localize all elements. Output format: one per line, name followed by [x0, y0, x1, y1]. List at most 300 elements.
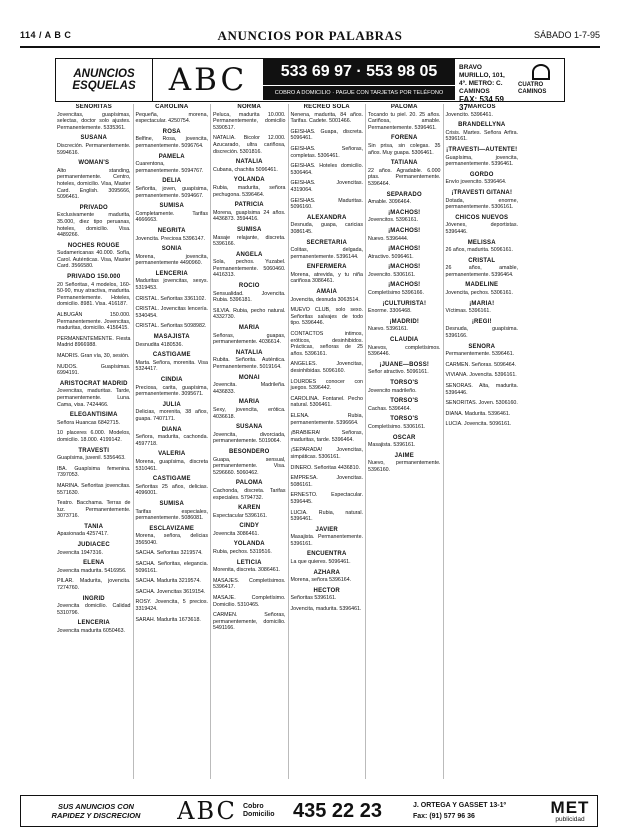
ad-text: Jovencitas, maduritas. Tarde, permanentemente. Luna. Cama, visa. 7424466. [57, 388, 131, 408]
classified-ad [446, 400, 519, 407]
ad-text: Delicias, morenita, 38 años, guapa. 7407171. [135, 409, 208, 422]
ad-heading: ENCUENTRA [307, 551, 347, 558]
classified-ad [291, 465, 364, 472]
ad-text: Señoritas 5396161. [290, 595, 337, 602]
ad-heading: DIANA [161, 426, 182, 433]
classified-ad [213, 375, 286, 396]
classified-ad [291, 475, 364, 488]
ad-heading: OSCAR [392, 434, 416, 441]
footer-address-block [413, 800, 543, 822]
ad-text: MARINA. Señoritas jovencitas. 5571630. [57, 482, 131, 496]
classified-ad [136, 104, 209, 125]
ad-heading: WOMAN'S [78, 160, 110, 167]
classified-ad [57, 596, 131, 617]
ad-text: Jovencita, madurita. 5396461. [290, 606, 362, 613]
ad-heading: SECRETARIA [306, 239, 348, 246]
ad-text: Envío jovencito. 5396464. [445, 179, 507, 186]
ad-heading: ARISTOCRAT MADRID [59, 380, 128, 387]
ad-text: Crisis. Martes. Señora Arfira. 5396161. [445, 129, 518, 143]
ad-heading: BRANDELLYNA [458, 122, 506, 129]
classified-ad [136, 526, 209, 547]
classified-ad [213, 350, 286, 371]
footer-address: J. ORTEGA Y GASSET 13-1º [413, 802, 507, 809]
classified-ad [291, 492, 364, 505]
classified-ad [213, 505, 286, 519]
ad-text: Dotada, enorme, permanentemente. 5306161. [445, 197, 518, 211]
ad-text: SENORITAS. Joven. 5306160. [445, 400, 518, 407]
classified-ad [57, 578, 131, 591]
classified-column [133, 104, 211, 779]
ad-heading: ROCIO [238, 283, 260, 290]
ad-text: Jovencita. Madrileña. 4436833. [213, 382, 286, 395]
ad-text: Cubana, chachita 5096461. [213, 166, 278, 173]
ad-text: Señorita, joven, guapísima, permanentemente. 5094667. [135, 185, 208, 199]
ad-text: ANGELES. Jovencitas, desinhibidas. 5096160. [290, 361, 363, 374]
ad-heading: AZHARA [313, 569, 341, 576]
classified-ad [446, 383, 519, 396]
footer-fax: Fax: (91) 577 96 36 [413, 813, 475, 820]
classified-ad [446, 215, 519, 236]
ad-heading: YOLANDA [233, 177, 265, 184]
ad-text: SENORAS. Alta, madurita. 5396446. [445, 383, 518, 396]
ad-heading: ¡MACHOS! [388, 246, 421, 253]
ad-heading: INGRID [82, 595, 105, 602]
ad-text: Rubia, madurita, señora pechugona. 5396464. [213, 184, 286, 198]
ad-text: Exclusivamente madurita, 35.000, diez tipo peruanas, hoteles, domicilio. Visa. 4489266. [57, 212, 131, 239]
ad-text: Desnudita 4180536. [135, 341, 183, 348]
ad-heading: ¡MACHOS! [388, 282, 421, 289]
page-title: ANUNCIOS POR PALABRAS [217, 28, 403, 43]
ad-text: Jovencita 1947316. [57, 549, 103, 556]
ad-heading: TORSO'S [390, 398, 419, 405]
ad-heading: GORDO [469, 171, 494, 178]
classified-ad [368, 160, 441, 187]
classified-ad [57, 430, 131, 443]
ad-text: Tarifas especiales, permanentemente. 5086081. [135, 508, 208, 522]
ad-text: Jovencito. 5396461. [445, 111, 493, 118]
ad-text: Apasionada 4257417. [57, 531, 109, 538]
ad-text: Masajista. 5396161. [368, 442, 416, 449]
ad-text: Permanentemente. 5396461. [445, 351, 515, 358]
ad-heading: ENFERMERA [306, 264, 347, 271]
classified-ad [291, 264, 364, 285]
footer-cobro [243, 803, 293, 819]
ad-text: Enorme. 3306468. [368, 308, 412, 315]
ad-heading: ELENA [83, 560, 105, 567]
ad-heading: CLAUDIA [390, 337, 419, 344]
classified-ad [291, 331, 364, 357]
classified-ad [368, 380, 441, 394]
classified-ad [136, 501, 209, 522]
ad-heading: CASTIGAME [152, 476, 191, 483]
ad-text: La que quieres. 5096461. [290, 559, 351, 566]
ad-heading: SEÑORITAS [75, 104, 112, 110]
ad-heading: CRISTAL [468, 257, 496, 264]
classified-ad [57, 312, 131, 332]
ad-heading: CHICOS NUEVOS [455, 214, 509, 221]
classified-ad [57, 135, 131, 156]
ad-text: Alto standing, permanentemente. Centro, hoteles, domicilio. Visa, Master Card. English. 3095666, 5096461. [57, 167, 131, 201]
classified-ad [446, 122, 519, 143]
ad-heading: CASTIGAME [152, 352, 191, 359]
classified-ad [291, 146, 364, 159]
ad-heading: NEGRITA [157, 227, 186, 234]
ad-heading: VALERIA [158, 451, 186, 458]
classified-ad [213, 104, 286, 131]
banner-brand [518, 59, 564, 101]
ad-text: Señoras, guapas, permanentemente. 4036614. [213, 332, 286, 346]
banner-phone-numbers: 533 69 97 · 553 98 05 [263, 59, 455, 85]
ad-text: GEISHAS. Jovencitas. 4319064. [290, 180, 363, 193]
footer-slogan [21, 802, 171, 820]
ad-heading: ¡MADRID! [389, 318, 420, 325]
ad-heading: SUSANA [80, 135, 108, 142]
classified-ad [136, 306, 209, 319]
ad-text: CARMEN. Señoras, permanentemente, domicilio. 5491166. [213, 612, 286, 632]
classified-ad [136, 561, 209, 574]
ad-heading: ¡JUANE—BOSS! [379, 361, 430, 368]
ad-text: Rubia, pechos. 5319516. [213, 549, 272, 556]
ad-text: MASAJE. Completísimo. Domicilio. 5310465. [213, 595, 286, 608]
ad-heading: LENCERIA [77, 620, 110, 627]
ad-text: CAROLINA. Fontanel. Pecho natural. 5306461. [290, 395, 363, 409]
classified-ad [291, 510, 364, 523]
ad-text: GEISHAS. Guapa, discreta. 5096461. [290, 128, 363, 142]
classified-column [443, 104, 521, 779]
classified-ad [213, 227, 286, 248]
ad-text: ERNESTO. Espectacular. 5396445. [290, 492, 363, 505]
ad-heading: LETICIA [236, 559, 262, 566]
ad-text: Nuevo, permanentemente. 5396160. [368, 460, 441, 473]
classified-ad [291, 379, 364, 392]
classified-ad [136, 203, 209, 224]
classified-ad [291, 129, 364, 142]
ad-heading: ¡TRAVESTI GITANA! [451, 189, 513, 196]
ad-heading: FORENA [390, 135, 418, 142]
ad-text: DINERO. Señoritas 4436810. [290, 464, 360, 471]
classified-ad [368, 282, 441, 296]
classified-ad [291, 240, 364, 261]
classified-ad [368, 416, 441, 430]
classified-ad [368, 228, 441, 242]
classified-ad [446, 362, 519, 369]
ad-text: Morena, guapísima, discreta 5310461. [135, 458, 208, 472]
ad-text: Víctimas. 5396161. [445, 308, 491, 315]
classified-ad [291, 307, 364, 327]
classified-ad [136, 377, 209, 398]
ad-text: MASAJES. Completísimos. 5396417. [213, 577, 286, 591]
classified-ad [136, 550, 209, 557]
classified-column [210, 104, 288, 779]
classified-ad [57, 500, 131, 520]
met-logo-text: MET [550, 798, 590, 817]
ad-text: Jovencita madurita 6050463. [57, 628, 126, 634]
ad-text: Señoritas 25 años, delicias. 4096001. [135, 483, 208, 497]
classified-ad [291, 551, 364, 565]
classified-ad [57, 560, 131, 574]
ad-text: Desnuda, guapísima. 5396166. [445, 326, 518, 340]
classified-ad [136, 476, 209, 497]
ad-heading: TRAVESTI [78, 447, 110, 454]
classified-ad [213, 560, 286, 574]
ad-text: Jovencita. Preciosa 5396147. [135, 235, 205, 242]
ad-text: Peluca, madurita 10.000. Permanentemente, domicilio 5390517. [213, 111, 286, 131]
banner-title-line2: ESQUELAS [72, 80, 136, 92]
ad-text: Nenena, madurita, 84 años. Tarifas. Cadete. 5001466. [290, 111, 363, 125]
classified-ad [136, 178, 209, 199]
ad-text: Jovencito madrileño. [368, 387, 417, 394]
classified-ad [57, 448, 131, 462]
ad-text: GEISHAS. Maduritas. 5096160. [290, 197, 363, 211]
ad-text: SACHA. Madurita 3219574. [135, 578, 201, 585]
classified-ad [213, 612, 286, 632]
classified-ad [57, 412, 131, 426]
classified-ad [213, 424, 286, 445]
ad-text: Jovencita domicilio. Calidad 5310796. [57, 603, 131, 616]
classified-ad [291, 180, 364, 193]
classified-ad [368, 301, 441, 315]
classified-ad [57, 274, 131, 308]
ad-text: Sin prisa, sin colegas. 35 años. Muy guapa. 5306461. [368, 142, 441, 156]
ad-text: Señor atractivo. 5096161. [368, 369, 429, 376]
ad-text: IBA. Guapísima femenina. 7397053. [57, 465, 131, 479]
ad-heading: ALEXANDRA [307, 214, 347, 221]
ad-heading: ¡CULTURISTA! [382, 300, 427, 307]
footer-slogan-line2: RAPIDEZ Y DISCRECION [51, 811, 141, 820]
classified-ad [136, 154, 209, 175]
classified-ad [213, 480, 286, 501]
classified-ad [291, 396, 364, 409]
ad-text: Jovencita, divorciada, permanentemente. 5019064. [213, 431, 286, 445]
ad-text: Morena, señora 5396164. [290, 577, 352, 584]
classified-ad [291, 527, 364, 548]
ad-text: Amable. 3096464. [368, 199, 411, 206]
ad-text: Espectacular 5396161. [213, 512, 268, 519]
ad-text: LUCIA. Jovencita. 5096161. [445, 421, 512, 428]
ad-text: EMPRESA. Jovencitas. 5086161. [290, 475, 363, 488]
classified-ad [57, 620, 131, 634]
classified-ad [291, 430, 364, 443]
ad-heading: ¡MACHOS! [388, 264, 421, 271]
classified-ad [136, 352, 209, 373]
ad-heading: MELISSA [467, 239, 496, 246]
ad-text: Marta. Señora, morenita. Visa 5324417. [135, 359, 208, 373]
ad-text: Nuevo. 5396161. [368, 326, 409, 333]
met-logo-subtitle: publicidad [555, 816, 585, 823]
classified-ad [213, 399, 286, 420]
ad-heading: YOLANDA [233, 541, 265, 548]
ad-text: Desnuda, guapa, caricias 3086145. [290, 222, 363, 235]
classified-ad [136, 451, 209, 472]
classified-ad [446, 147, 519, 168]
ad-heading: AMAIA [316, 289, 338, 296]
ad-heading: MARIA [238, 325, 260, 332]
classified-ad [213, 252, 286, 279]
classified-ad [291, 289, 364, 303]
ad-text: CRISTAL. Jovencitas lencería. 5340454. [135, 306, 208, 319]
classified-ad [213, 159, 286, 173]
classified-ad [57, 243, 131, 270]
classified-ad [291, 361, 364, 374]
ad-heading: TORSO'S [390, 416, 419, 423]
banner-phones [263, 59, 455, 101]
ad-text: ALBUGÁN 150.000. Permanentemente. Jovencitas, maduritas, domicilio. 4156415. [57, 312, 131, 332]
ad-text: Cachas. 5396464. [368, 405, 411, 412]
ad-text: CRISTAL. Señoritas 5098982. [135, 323, 207, 330]
classified-ad [57, 205, 131, 239]
classified-ad [368, 319, 441, 333]
ad-text: Completamente. Tarifas 4666663. [135, 210, 208, 224]
ad-text: CONTACTOS intimos, eróticos, desinhibidos. Prácticas, señoras de 25 años. 5396161. [290, 331, 363, 357]
ad-heading: CINDIA [160, 377, 183, 383]
ad-text: VIVIANA. Jovencita. 5396161. [445, 372, 517, 379]
footer-phone: 435 22 23 [293, 799, 382, 822]
footer-cobro-line2: Domicilio [243, 811, 275, 818]
ad-text: Jovencita madurita. 5416956. [57, 567, 127, 574]
classified-ad [136, 589, 209, 596]
ad-heading: ANGELA [235, 251, 263, 258]
banner-title-line1: ANUNCIOS [73, 68, 135, 80]
classified-ad [291, 198, 364, 211]
ad-heading: SONIA [161, 246, 182, 253]
classified-ad [291, 606, 364, 613]
met-publicidad-logo [543, 799, 597, 823]
classified-ad [368, 210, 441, 224]
footer-cobro-line1: Cobro [243, 803, 264, 810]
ad-text: 10 placeres 6.000. Modelos, domicilio. 18.000. 4199142. [57, 430, 131, 443]
ad-heading: ¡TRAVESTI—AUTENTE! [446, 146, 518, 153]
ad-heading: ¡MACHOS! [388, 227, 421, 234]
ad-text: Morena, guapísima 24 años. 4436873. 3594416. [213, 209, 286, 223]
banner-phone-subtitle: COBRO A DOMICILIO · PAGUE CON TARJETAS POR TELÉFONO [263, 85, 455, 100]
classified-ad [446, 372, 519, 379]
classified-ad [291, 163, 364, 176]
classified-ad [136, 271, 209, 292]
ad-text: Completísimo. 5306161. [368, 423, 426, 430]
ad-heading: PATRICIA [234, 202, 264, 209]
classified-ad [57, 353, 131, 360]
ad-text: MADRIS. Gran vía, 30, sesión. [57, 353, 130, 359]
classified-ad [57, 483, 131, 496]
classified-ad [57, 466, 131, 479]
classified-ad [368, 453, 441, 474]
ad-heading: MADELINE [465, 282, 499, 289]
ad-text: SILVIA. Rubia, pecho natural. 4332730. [213, 307, 286, 321]
ad-heading: NATALIA [235, 159, 263, 166]
ad-text: PERMANENTEMENTE. Fiesta Madrid 8966988. [57, 335, 131, 349]
ad-heading: ESCLAVIZAME [149, 525, 195, 532]
cuatro-caminos-logo-icon [532, 64, 550, 80]
ad-text: LUCIA. Rubia, natural. 5396461. [290, 509, 363, 523]
classified-ad [213, 202, 286, 223]
classified-ad [213, 541, 286, 555]
classified-column [55, 104, 133, 779]
page-section: 114 / A B C [20, 30, 72, 40]
classified-ad [213, 449, 286, 476]
ad-text: 26 años, amable, permanentemente. 5396464. [445, 265, 518, 278]
classified-ad [57, 542, 131, 556]
classified-ad [136, 402, 209, 423]
ad-text: Jóvenes, deportistas. 5396446. [445, 222, 518, 235]
classified-ad [291, 104, 364, 125]
running-head [20, 28, 600, 48]
classified-ad [136, 599, 209, 612]
classified-ad [291, 413, 364, 426]
ad-heading: JAVIER [315, 526, 338, 533]
ad-heading: ROSA [162, 128, 181, 135]
classified-ad [446, 190, 519, 211]
ad-heading: ¡MARIA! [469, 300, 495, 307]
ad-text: Completísimo 5396166. [368, 290, 424, 297]
ad-heading: TATIANA [390, 160, 418, 167]
ad-text: GEISHAS. Señoras, completas. 5306461. [290, 145, 363, 159]
classified-ad [57, 381, 131, 408]
ad-heading: MARIA [238, 399, 260, 406]
ad-text: Señora, madurita, cachonda. 4597718. [135, 434, 208, 447]
ad-heading: MASAJISTA [153, 334, 190, 341]
ad-text: SACHA. Jovencitas 3619154. [135, 588, 206, 595]
classified-ad [57, 524, 131, 538]
ad-heading: KAREN [238, 505, 261, 512]
ad-text: Guapísima, jovencita, permanentemente. 5396461. [445, 154, 518, 168]
ad-text: 20 Señoritas, 4 modelos, 160-50-90, muy atractiva, madurita. Permanentemente. Hoteles, domicilio. 8981. Visa. 416187. [57, 281, 131, 308]
ad-heading: PALOMA [390, 104, 418, 110]
ad-text: ROSY. Jovencita, 5 precios. 3319424. [135, 599, 208, 613]
ad-heading: CAROLINA [155, 104, 189, 110]
ad-heading: JAIME [394, 452, 414, 459]
ad-text: Masajista. Permanentemente. 5396161. [290, 534, 363, 547]
classified-ad [368, 337, 441, 358]
classified-ad [213, 177, 286, 198]
ad-text: Morena, atrevida, y tu niña cariñosa 3086461. [290, 271, 363, 285]
banner-street: BRAVO MURILLO, 101, 4º. METRO: C. CAMINOS [459, 64, 505, 95]
ad-text: ELENA. Rubia, permanentemente. 5396664. [290, 412, 363, 426]
ad-heading: NATALIA [235, 349, 263, 356]
classified-ad [136, 129, 209, 150]
ad-heading: PALOMA [235, 480, 263, 487]
ad-text: Preciosa, carita, guapísima, permanentemente. 3095671. [135, 384, 208, 398]
ad-text: ¡SEPARADA! Jovencitas, simpáticas. 5306161. [290, 447, 363, 460]
ad-text: Tocando tu piel. 20. 25 años. Cariñosa, amable. Permanentemente. 5396461. [368, 111, 441, 131]
ad-text: Atractivo. 5096461. [368, 253, 414, 260]
classified-ad [57, 160, 131, 201]
classified-ad [213, 523, 286, 537]
ad-text: Jovencita, pechos. 5306161. [445, 290, 513, 297]
ad-heading: MARCOS [467, 104, 496, 110]
ad-text: Sexy, jovencita, erótica. 4036618. [213, 406, 286, 420]
ad-heading: PRIVADO 150.000 [67, 274, 121, 281]
ad-text: Jovencita, desnuda 3063514. [290, 296, 360, 303]
ad-text: Guapa, sensual, permanentemente. Visa. 5296660. 5060462. [213, 456, 286, 476]
classified-ad [446, 104, 519, 118]
ad-text: Masaje relajante, discreta. 5396166. [213, 234, 286, 248]
ad-heading: SEPARADO [386, 191, 422, 198]
classified-ad [136, 427, 209, 448]
classified-ad [136, 296, 209, 303]
ad-heading: PAMELA [158, 153, 185, 160]
ad-text: Pequeña, morena, espectacular. 4250754. [135, 111, 208, 125]
ad-heading: NOCHES ROUGE [67, 242, 120, 249]
classified-ad [446, 240, 519, 254]
classified-ad [446, 411, 519, 418]
ad-heading: BESONDERO [229, 448, 270, 455]
classified-ad [136, 323, 209, 330]
ad-text: Sudamericanas 40.000. Sofía, Carol. Auténticas. Visa, Master Card. 3566580. [57, 250, 131, 270]
ad-text: Jovencito. 5306161. [368, 271, 416, 278]
classified-ad [368, 435, 441, 449]
ad-heading: ¡MACHOS! [388, 209, 421, 216]
classified-ad [213, 595, 286, 608]
